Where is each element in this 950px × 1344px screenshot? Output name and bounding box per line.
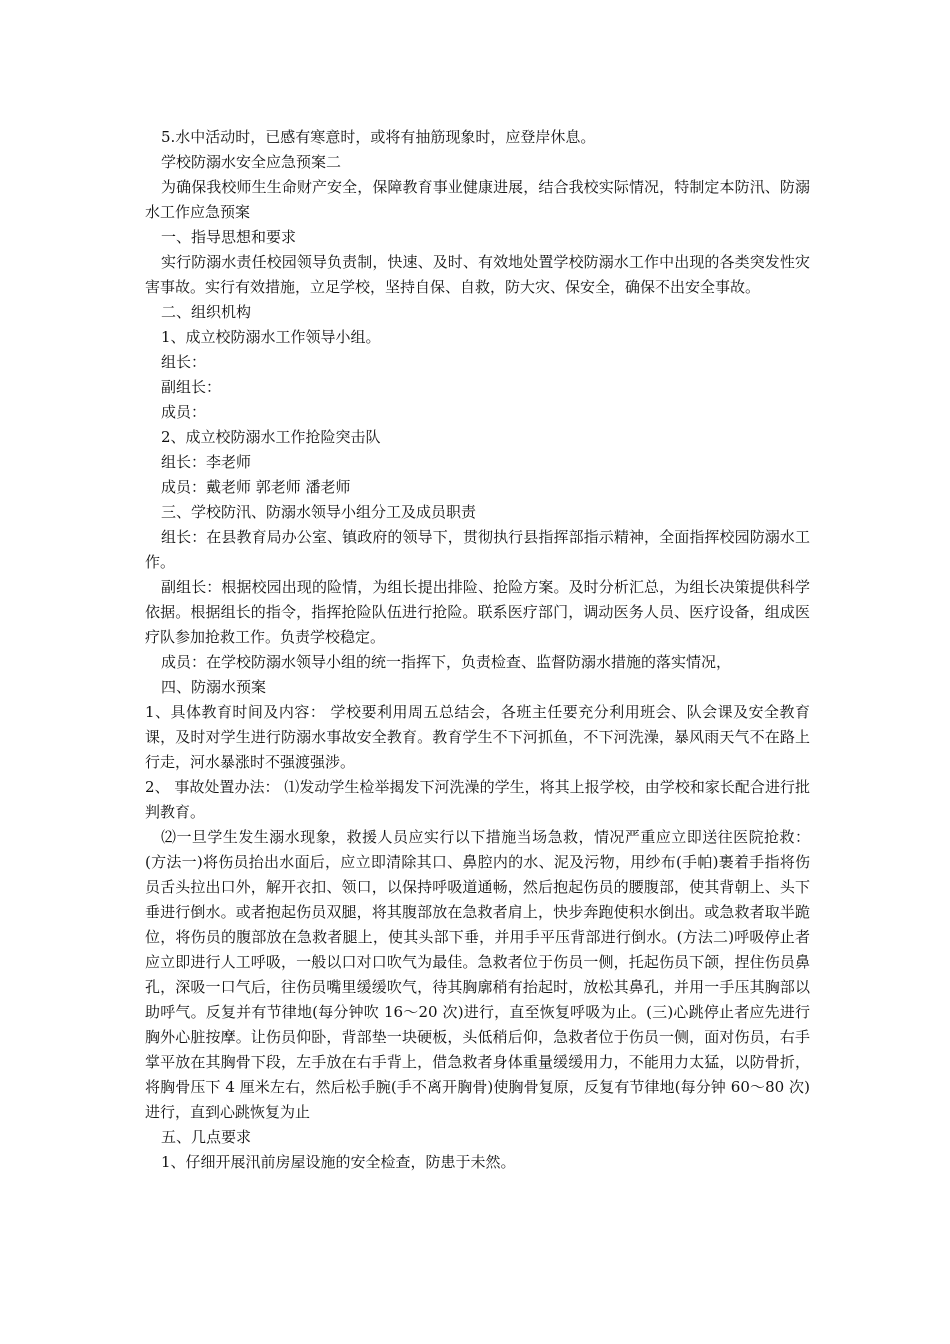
item-rescue-team: 2、成立校防溺水工作抢险突击队 xyxy=(161,428,381,446)
heading-organization: 二、组织机构 xyxy=(161,303,252,321)
heading-duties: 三、学校防汛、防溺水领导小组分工及成员职责 xyxy=(161,503,477,521)
heading-prevention-plan: 四、防溺水预案 xyxy=(161,678,267,696)
paragraph-leader-duty: 组长：在县教育局办公室、镇政府的领导下，贯彻执行县指挥部指示精神，全面指挥校园防溺水工作。 xyxy=(145,528,810,571)
item-leading-group: 1、成立校防溺水工作领导小组。 xyxy=(161,328,381,346)
paragraph-responsibility-system: 实行防溺水责任校园领导负责制，快速、及时、有效地处置学校防溺水工作中出现的各类突发性灾害事故。实行有效措施，立足学校，坚持自保、自救，防大灾、保安全，确保不出安全事故。 xyxy=(145,253,810,296)
paragraph-education-schedule: 1、具体教育时间及内容： 学校要利用周五总结会，各班主任要充分利用班会、队会课及安全教育课，及时对学生进行防溺水事故安全教育。教育学生不下河抓鱼，不下河洗澡，暴风雨天气不在路上行走，河水暴涨时不强渡强涉。 xyxy=(145,703,810,771)
paragraph-deputy-duty: 副组长：根据校园出现的险情，为组长提出排险、抢险方案。及时分析汇总，为组长决策提供科学依据。根据组长的指令，指挥抢险队伍进行抢险。联系医疗部门，调动医务人员、医疗设备，组成医疗队参加抢救工作。负责学校稳定。 xyxy=(145,578,810,646)
field-rescue-leader: 组长：李老师 xyxy=(161,453,252,471)
heading-guiding-principles: 一、指导思想和要求 xyxy=(161,228,297,246)
field-rescue-members: 成员：戴老师 郭老师 潘老师 xyxy=(161,478,351,496)
field-members: 成员： xyxy=(161,403,207,421)
item-requirement-1: 1、仔细开展汛前房屋设施的安全检查，防患于未然。 xyxy=(161,1153,516,1171)
paragraph-member-duty: 成员：在学校防溺水领导小组的统一指挥下，负责检查、监督防溺水措施的落实情况， xyxy=(161,653,732,671)
paragraph-purpose: 为确保我校师生生命财产安全，保障教育事业健康进展，结合我校实际情况，特制定本防汛、防溺水工作应急预案 xyxy=(145,178,810,221)
section-title-plan-two: 学校防溺水安全应急预案二 xyxy=(161,153,342,171)
paragraph-first-aid: ⑵一旦学生发生溺水现象，救援人员应实行以下措施当场急救，情况严重应立即送往医院抢救：(方法一)将伤员抬出水面后，应立即清除其口、鼻腔内的水、泥及污物，用纱布(手帕)裹着手指将伤员舌头拉出口外，解开衣扣、领口，以保持呼吸道通畅，然后抱起伤员的腰腹部，使其背朝上、头下垂进行倒水。或者抱起伤员双腿，将其腹部放在急救者肩上，快步奔跑使积水倒出。或急救者取半跪位，将伤员的腹部放在急救者腿上，使其头部下垂，并用手平压背部进行倒水。(方法二)呼吸停止者应立即进行人工呼吸，一般以口对口吹气为最佳。急救者位于伤员一侧，托起伤员下颌，捏住伤员鼻孔，深吸一口气后，往伤员嘴里缓缓吹气，待其胸廓稍有抬起时，放松其鼻孔，并用一手压其胸部以助呼气。反复并有节律地(每分钟吹 16～20 次)进行，直至恢复呼吸为止。(三)心跳停止者应先进行胸外心脏按摩。让伤员仰卧，背部垫一块硬板，头低稍后仰，急救者位于伤员一侧，面对伤员，右手掌平放在其胸骨下段，左手放在右手背上，借急救者身体重量缓缓用力，不能用力太猛，以防骨折，将胸骨压下 4 厘米左右，然后松手腕(手不离开胸骨)使胸骨复原，反复有节律地(每分钟 60～80 次)进行，直到心跳恢复为止 xyxy=(145,828,810,1121)
heading-requirements: 五、几点要求 xyxy=(161,1128,252,1146)
paragraph-swimming-rule-5: 5.水中活动时，已感有寒意时，或将有抽筋现象时，应登岸休息。 xyxy=(161,128,596,146)
document-body xyxy=(145,125,810,1175)
field-deputy-leader: 副组长： xyxy=(161,378,222,396)
paragraph-incident-handling: 2、 事故处置办法： ⑴发动学生检举揭发下河洗澡的学生，将其上报学校，由学校和家长配合进行批判教育。 xyxy=(145,778,810,821)
field-group-leader: 组长： xyxy=(161,353,207,371)
